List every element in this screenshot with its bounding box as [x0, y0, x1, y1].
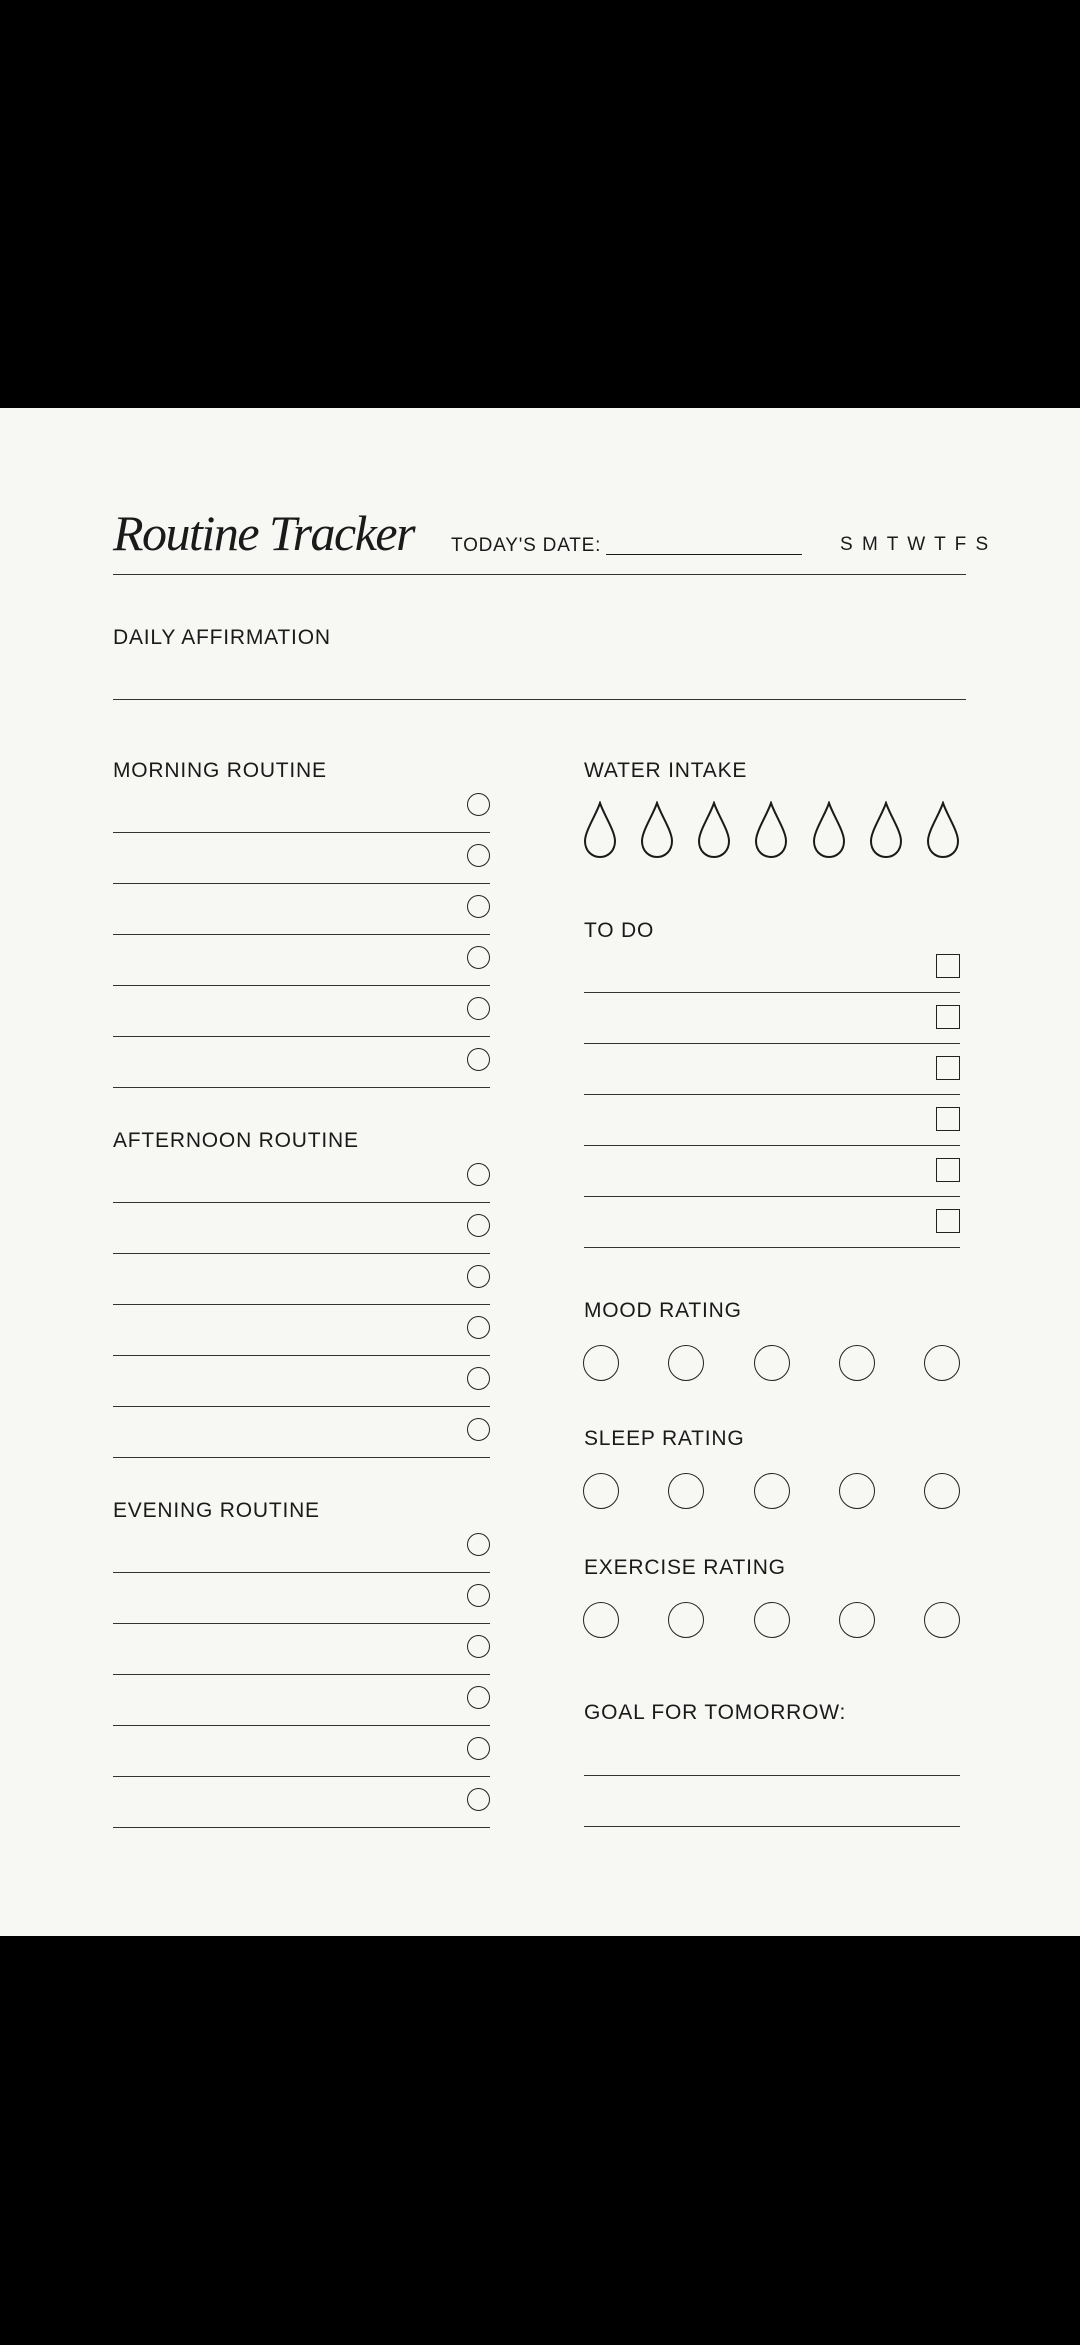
todo-row[interactable]	[584, 993, 960, 1044]
check-circle[interactable]	[467, 1533, 490, 1556]
goal-line[interactable]	[584, 1826, 960, 1827]
exercise-rating-circle[interactable]	[839, 1602, 875, 1638]
mood-rating-circle[interactable]	[583, 1345, 619, 1381]
checkbox[interactable]	[936, 1056, 960, 1080]
checkbox[interactable]	[936, 1107, 960, 1131]
todo-row[interactable]	[584, 1197, 960, 1248]
routine-tracker-sheet	[0, 408, 1080, 1936]
check-circle[interactable]	[467, 1214, 490, 1237]
sleep-rating-label: SLEEP RATING	[584, 1427, 745, 1450]
page-title: Routine Tracker	[113, 505, 415, 561]
exercise-rating-circle[interactable]	[583, 1602, 619, 1638]
mood-rating-label: MOOD RATING	[584, 1299, 742, 1322]
check-circle[interactable]	[467, 844, 490, 867]
evening-routine-row[interactable]	[113, 1624, 490, 1675]
morning-routine-label: MORNING ROUTINE	[113, 759, 327, 782]
mood-rating-circle[interactable]	[668, 1345, 704, 1381]
checkbox[interactable]	[936, 954, 960, 978]
exercise-rating-scale	[583, 1602, 960, 1640]
water-drop-icon[interactable]	[583, 801, 617, 859]
afternoon-routine-row[interactable]	[113, 1203, 490, 1254]
exercise-rating-label: EXERCISE RATING	[584, 1556, 786, 1579]
date-label: TODAY'S DATE:	[451, 535, 602, 556]
evening-routine-row[interactable]	[113, 1573, 490, 1624]
afternoon-routine-label: AFTERNOON ROUTINE	[113, 1129, 359, 1152]
checkbox[interactable]	[936, 1209, 960, 1233]
water-drop-icon[interactable]	[812, 801, 846, 859]
mood-rating-circle[interactable]	[754, 1345, 790, 1381]
water-intake-label: WATER INTAKE	[584, 759, 748, 782]
header-divider	[113, 574, 966, 575]
check-circle[interactable]	[467, 1367, 490, 1390]
evening-routine-label: EVENING ROUTINE	[113, 1499, 320, 1522]
afternoon-routine-row[interactable]	[113, 1407, 490, 1458]
mood-rating-scale	[583, 1345, 960, 1383]
evening-routine-row[interactable]	[113, 1675, 490, 1726]
mood-rating-circle[interactable]	[924, 1345, 960, 1381]
affirmation-label: DAILY AFFIRMATION	[113, 626, 331, 649]
check-circle[interactable]	[467, 1418, 490, 1441]
todo-row[interactable]	[584, 1146, 960, 1197]
morning-routine-row[interactable]	[113, 833, 490, 884]
checkbox[interactable]	[936, 1158, 960, 1182]
sleep-rating-circle[interactable]	[924, 1473, 960, 1509]
affirmation-line[interactable]	[113, 699, 966, 700]
todo-label: TO DO	[584, 919, 655, 942]
mood-rating-circle[interactable]	[839, 1345, 875, 1381]
check-circle[interactable]	[467, 946, 490, 969]
sleep-rating-circle[interactable]	[583, 1473, 619, 1509]
check-circle[interactable]	[467, 997, 490, 1020]
exercise-rating-circle[interactable]	[668, 1602, 704, 1638]
morning-routine-row[interactable]	[113, 1037, 490, 1088]
morning-routine-row[interactable]	[113, 935, 490, 986]
check-circle[interactable]	[467, 1316, 490, 1339]
sleep-rating-scale	[583, 1473, 960, 1511]
afternoon-routine-row[interactable]	[113, 1152, 490, 1203]
check-circle[interactable]	[467, 1737, 490, 1760]
water-drop-icon[interactable]	[926, 801, 960, 859]
check-circle[interactable]	[467, 1584, 490, 1607]
check-circle[interactable]	[467, 1635, 490, 1658]
morning-routine-row[interactable]	[113, 782, 490, 833]
goal-line[interactable]	[584, 1775, 960, 1776]
water-drop-icon[interactable]	[754, 801, 788, 859]
check-circle[interactable]	[467, 895, 490, 918]
check-circle[interactable]	[467, 1163, 490, 1186]
sleep-rating-circle[interactable]	[668, 1473, 704, 1509]
goal-label: GOAL FOR TOMORROW:	[584, 1701, 847, 1724]
water-drops	[583, 801, 960, 861]
morning-routine-row[interactable]	[113, 884, 490, 935]
water-drop-icon[interactable]	[869, 801, 903, 859]
afternoon-routine-row[interactable]	[113, 1305, 490, 1356]
afternoon-routine-row[interactable]	[113, 1356, 490, 1407]
check-circle[interactable]	[467, 1686, 490, 1709]
evening-routine-row[interactable]	[113, 1522, 490, 1573]
todo-row[interactable]	[584, 942, 960, 993]
check-circle[interactable]	[467, 1048, 490, 1071]
check-circle[interactable]	[467, 1265, 490, 1288]
evening-routine-row[interactable]	[113, 1777, 490, 1828]
todo-row[interactable]	[584, 1044, 960, 1095]
checkbox[interactable]	[936, 1005, 960, 1029]
afternoon-routine-row[interactable]	[113, 1254, 490, 1305]
water-drop-icon[interactable]	[697, 801, 731, 859]
sleep-rating-circle[interactable]	[754, 1473, 790, 1509]
sleep-rating-circle[interactable]	[839, 1473, 875, 1509]
weekday-selector[interactable]: S M T W T F S	[840, 534, 991, 555]
evening-routine-row[interactable]	[113, 1726, 490, 1777]
todo-row[interactable]	[584, 1095, 960, 1146]
date-input-line[interactable]	[606, 554, 802, 555]
check-circle[interactable]	[467, 1788, 490, 1811]
water-drop-icon[interactable]	[640, 801, 674, 859]
check-circle[interactable]	[467, 793, 490, 816]
morning-routine-row[interactable]	[113, 986, 490, 1037]
exercise-rating-circle[interactable]	[754, 1602, 790, 1638]
exercise-rating-circle[interactable]	[924, 1602, 960, 1638]
